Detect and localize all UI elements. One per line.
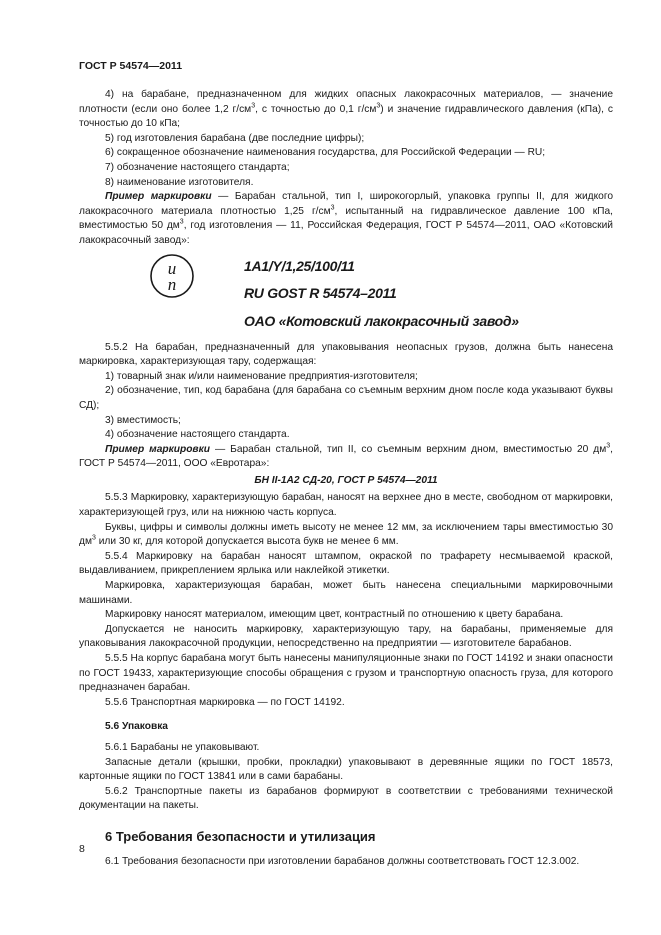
paragraph-item-8: 8) наименование изготовителя. bbox=[105, 176, 254, 188]
document-header: ГОСТ Р 54574—2011 bbox=[79, 60, 183, 72]
section-heading-5-6: 5.6 Упаковка bbox=[105, 721, 168, 733]
document-body bbox=[79, 88, 613, 869]
paragraph-item-7: 7) обозначение настоящего стандарта; bbox=[105, 161, 290, 173]
paragraph-5-5-5: 5.5.5 На корпус барабана могут быть нанесены манипуляционные знаки по ГОСТ 14192 и знаки опасности по ГОСТ 19433, характеризующие способы обращения с грузом и транспортную опасность груза, для которого предназначен барабан. bbox=[79, 653, 613, 694]
text: , с точностью до 0,1 г/см bbox=[255, 103, 377, 115]
marking-example-2: БН II-1А2 СД-20, ГОСТ Р 54574—2011 bbox=[254, 474, 438, 486]
paragraph-item-4 bbox=[79, 88, 613, 132]
superscript: 3 bbox=[179, 218, 184, 226]
paragraph: Запасные детали (крышки, пробки, прокладки) упаковывают в деревянные ящики по ГОСТ 18573, картонные ящики по ГОСТ 13841 или в сами барабаны. bbox=[79, 756, 613, 783]
text: Буквы, цифры и символы должны иметь высоту не менее 12 мм, за исключением тары вместимостью 30 дм bbox=[79, 521, 613, 548]
text: или 30 кг, для которой допускается высота букв не менее 6 мм. bbox=[95, 536, 399, 548]
marking-example bbox=[79, 249, 613, 341]
marking-line-1: 1A1/Y/1,25/100/11 bbox=[244, 257, 355, 274]
text: ) и значение гидравлического давления (кПа), с точностью до 10 кПа; bbox=[79, 103, 613, 130]
example-label: Пример маркировки bbox=[105, 191, 212, 203]
un-packaging-symbol-icon bbox=[149, 253, 195, 299]
list-item: 3) вместимость; bbox=[105, 414, 181, 426]
section-heading-6: 6 Требования безопасности и утилизация bbox=[105, 828, 376, 844]
superscript: 3 bbox=[330, 204, 335, 212]
list-item: 1) товарный знак и/или наименование предприятия-изготовителя; bbox=[105, 370, 418, 382]
paragraph: Допускается не наносить маркировку, характеризующую тару, на барабаны, применяемые для упаковывания лакокрасочной продукции, непосредственно на предприятии — изготовителе барабанов. bbox=[79, 623, 613, 650]
example-label: Пример маркировки bbox=[105, 443, 210, 455]
logo-letter-u: u bbox=[167, 258, 177, 278]
text: 4) на барабане, предназначенном для жидких опасных лакокрасочных материалов, — значение плотности (если оно более 1,2 г/см bbox=[79, 89, 613, 115]
text: , год изготовления — 11, Российская Федерация, ГОСТ Р 54574—2011, ОАО «Котовский лакокрасочный завод»: bbox=[79, 220, 613, 246]
text: , ГОСТ Р 54574—2011, ООО «Евротара»: bbox=[79, 443, 614, 470]
superscript: 3 bbox=[91, 534, 96, 542]
text: — Барабан стальной, тип II, со съемным верхним дном, вместимостью 20 дм bbox=[209, 443, 607, 455]
paragraph-5-6-1: 5.6.1 Барабаны не упаковывают. bbox=[105, 741, 260, 753]
superscript: 3 bbox=[606, 442, 611, 450]
text: — Барабан стальной, тип I, широкогорлый, упаковка группы II, для жидкого лакокрасочного материала плотностью 1,25 г/см bbox=[79, 191, 614, 217]
list-item: 4) обозначение настоящего стандарта. bbox=[105, 429, 290, 441]
example-paragraph-2 bbox=[79, 443, 613, 472]
paragraph: Маркировку наносят материалом, имеющим цвет, контрастный по отношению к цвету барабана. bbox=[105, 609, 564, 621]
marking-line-3: OAO «Котовский лакокрасочный завод» bbox=[244, 312, 519, 329]
paragraph: Маркировка, характеризующая барабан, может быть нанесена специальными маркировочными машинами. bbox=[79, 580, 613, 606]
paragraph-6-1: 6.1 Требования безопасности при изготовлении барабанов должны соответствовать ГОСТ 12.3.002. bbox=[105, 855, 580, 867]
paragraph-5-5-6: 5.5.6 Транспортная маркировка — по ГОСТ 14192. bbox=[105, 696, 345, 708]
superscript: 3 bbox=[251, 102, 256, 110]
paragraph-item-6: 6) сокращенное обозначение наименования государства, для Российской Федерации — RU; bbox=[105, 147, 546, 159]
logo-letter-n: n bbox=[167, 274, 177, 294]
paragraph-5-5-3: 5.5.3 Маркировку, характеризующую барабан, наносят на верхнее дно в месте, свободном от маркировки, характеризующей груз, или на нижнюю часть корпуса. bbox=[79, 492, 613, 519]
superscript: 3 bbox=[376, 102, 381, 110]
paragraph-item-5: 5) год изготовления барабана (две последние цифры); bbox=[105, 132, 365, 144]
page-number: 8 bbox=[79, 843, 85, 855]
example-paragraph-1 bbox=[79, 190, 613, 248]
paragraph-5-6-2: 5.6.2 Транспортные пакеты из барабанов формируют в соответствии с требованиями технической документации на пакеты. bbox=[79, 785, 613, 812]
paragraph bbox=[79, 521, 613, 550]
list-item: 2) обозначение, тип, код барабана (для барабана со съемным верхним дном после кода указывают буквы СД); bbox=[79, 385, 613, 411]
text: , испытанный на гидравлическое давление 100 кПа, вместимостью 50 дм bbox=[79, 205, 613, 232]
paragraph-5-5-4: 5.5.4 Маркировку на барабан наносят штампом, окраской по трафарету несмываемой краской, выдавливанием, прикреплением ярлыка или наклейкой этикетки. bbox=[79, 550, 613, 577]
marking-line-2: RU GOST R 54574–2011 bbox=[244, 284, 397, 301]
paragraph-5-5-2: 5.5.2 На барабан, предназначенный для упаковывания неопасных грузов, должна быть нанесена маркировка, характеризующая тару, содержащая: bbox=[79, 341, 613, 368]
